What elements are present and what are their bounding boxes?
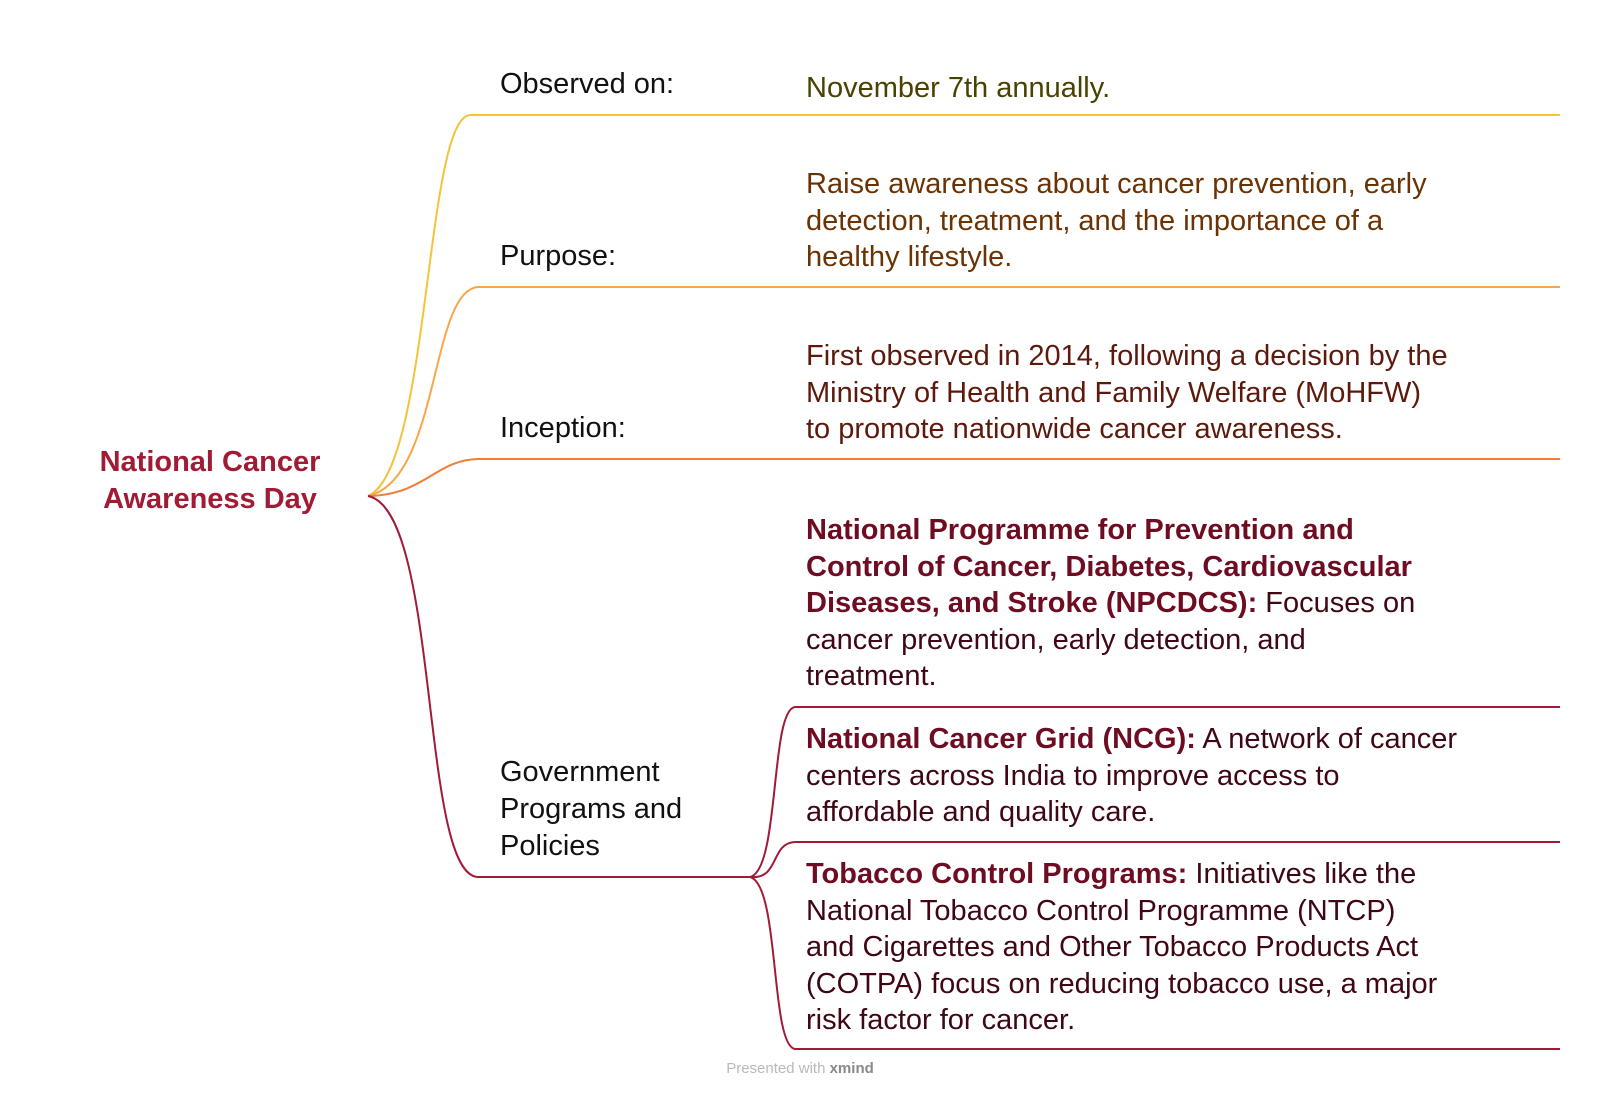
- subtopic-text: A network of cancer: [1195, 723, 1458, 755]
- label-line: Policies: [500, 830, 600, 862]
- branch-label-inception[interactable]: Inception:: [500, 412, 626, 444]
- subtopic-text: (COTPA) focus on reducing tobacco use, a major: [806, 967, 1438, 1000]
- detail-line: Raise awareness about cancer prevention, early: [806, 168, 1427, 200]
- subtopic-text: Initiatives like the: [1187, 858, 1417, 890]
- subtopic-title: Tobacco Control Programs:: [806, 858, 1188, 890]
- subtopic-text: cancer prevention, early detection, and: [806, 623, 1306, 656]
- branch-label-observed[interactable]: Observed on:: [500, 68, 675, 100]
- branch-label-government[interactable]: [500, 754, 682, 865]
- subtopic-text: treatment.: [806, 660, 937, 692]
- subtopic-title: National Programme for Prevention and: [806, 514, 1354, 546]
- connector-inception: [368, 459, 1560, 496]
- xmind-logo: xmind: [829, 1060, 874, 1077]
- branch-detail-observed[interactable]: November 7th annually.: [806, 72, 1111, 104]
- root-topic-line: Awareness Day: [103, 483, 317, 515]
- footer-prefix: Presented with: [726, 1060, 830, 1077]
- subtopic-text: centers across India to improve access to: [806, 759, 1340, 792]
- detail-line: First observed in 2014, following a decision by the: [806, 340, 1448, 372]
- root-topic-line: National Cancer: [99, 446, 321, 478]
- footer-credit: [0, 1060, 1600, 1077]
- subtopic-title: Diseases, and Stroke (NPCDCS):: [806, 587, 1258, 619]
- subtopic-title: National Cancer Grid (NCG):: [806, 723, 1196, 755]
- detail-line: detection, treatment, and the importance of a: [806, 204, 1384, 237]
- subtopic-text: and Cigarettes and Other Tobacco Products Act: [806, 931, 1419, 963]
- branch-detail-purpose[interactable]: [806, 166, 1427, 276]
- detail-line: Ministry of Health and Family Welfare (MoHFW): [806, 376, 1422, 409]
- label-line: Government: [500, 756, 660, 788]
- subtopic-text: risk factor for cancer.: [806, 1004, 1076, 1036]
- subtopic-title: Control of Cancer, Diabetes, Cardiovascular: [806, 550, 1412, 583]
- detail-line: healthy lifestyle.: [806, 241, 1013, 273]
- subtopic-npcdcs[interactable]: [806, 512, 1415, 695]
- subtopic-ncg[interactable]: [806, 721, 1457, 831]
- detail-line: to promote nationwide cancer awareness.: [806, 413, 1343, 445]
- subtopic-text: affordable and quality care.: [806, 796, 1156, 828]
- subtopic-tobacco[interactable]: [806, 856, 1437, 1039]
- root-topic[interactable]: [30, 444, 390, 518]
- branch-detail-inception[interactable]: [806, 338, 1448, 448]
- subtopic-text: Focuses on: [1257, 587, 1416, 619]
- label-line: Programs and: [500, 793, 683, 825]
- branch-label-purpose[interactable]: Purpose:: [500, 240, 617, 272]
- subtopic-text: National Tobacco Control Programme (NTCP): [806, 894, 1396, 927]
